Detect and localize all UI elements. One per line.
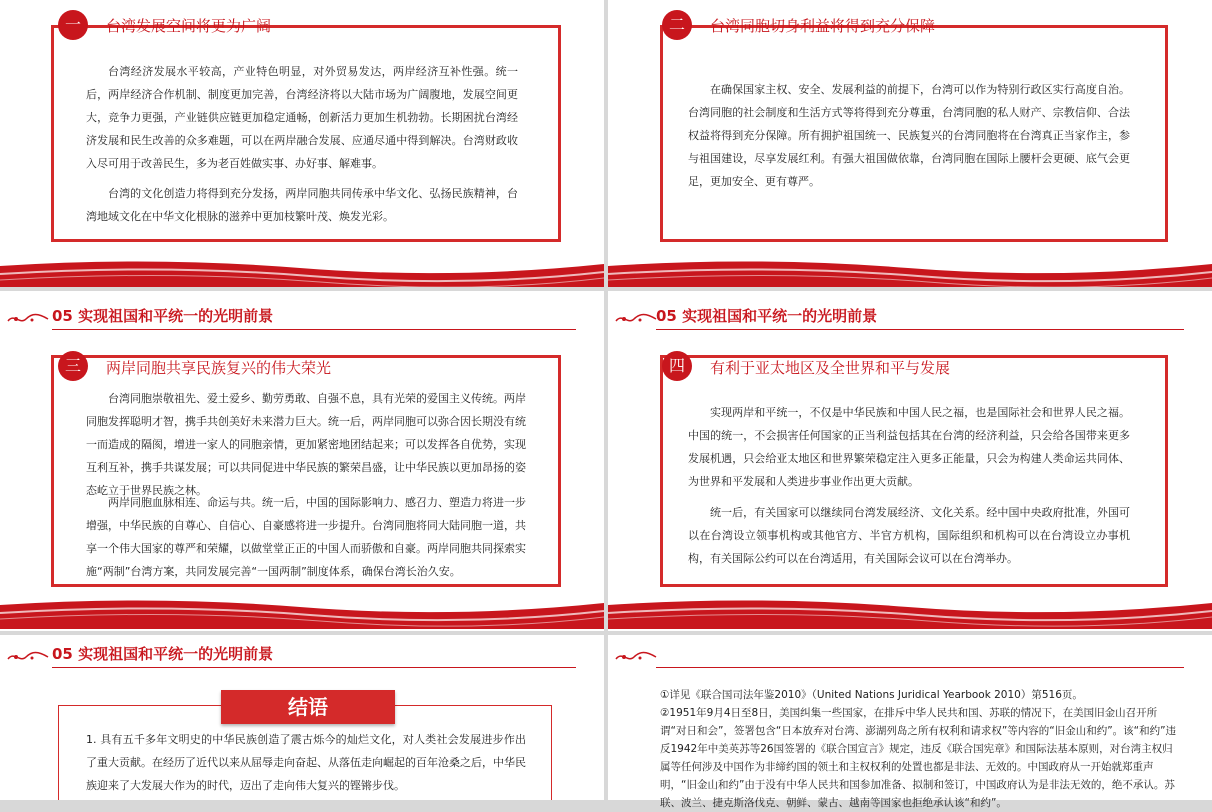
slide-panel-1: [0, 0, 604, 287]
section-header: [0, 641, 604, 673]
box-title: 两岸同胞共享民族复兴的伟大荣光: [106, 359, 332, 377]
paragraph: 两岸同胞血脉相连、命运与共。统一后，中国的国际影响力、感召力、塑造力将进一步增强，中华民族的自尊心、自信心、自豪感将进一步提升。台湾同胞将同大陆同胞一道，共享一个伟大国家的尊严和荣耀，以做堂堂正正的中国人而骄傲和自豪。两岸同胞共同探索实施“两制”台湾方案，共同发展完善“一国两制”制度体系，确保台湾长治久安。: [86, 496, 526, 578]
section-number-badge: 一: [58, 10, 88, 40]
flourish-ornament-icon: [6, 311, 50, 327]
conclusion-item: 1. 具有五千多年文明史的中华民族创造了震古烁今的灿烂文化，对人类社会发展进步作出了重大贡献。在经历了近代以来从屈辱走向奋起、从落伍走向崛起的百年沧桑之后，中华民族迎来了大发展大作为的时代，迈出了走向伟大复兴的铿锵步伐。: [86, 733, 526, 792]
section-header: [0, 303, 604, 335]
slide-panel-3: [0, 291, 604, 631]
flourish-ornament-icon: [614, 649, 658, 665]
paragraph: 统一后，有关国家可以继续同台湾发展经济、文化关系。经中国中央政府批准，外国可以在台湾设立领事机构或其他官方、半官方机构，国际组织和机构可以在台湾设立办事机构，有关国际公约可以在台湾适用，有关国际会议可以在台湾举办。: [688, 506, 1130, 565]
conclusion-title: 结语: [221, 690, 395, 724]
paragraph: 在确保国家主权、安全、发展利益的前提下，台湾可以作为特别行政区实行高度自治。台湾同胞的社会制度和生活方式等将得到充分尊重，台湾同胞的私人财产、宗教信仰、合法权益将得到充分保障。所有拥护祖国统一、民族复兴的台湾同胞将在台湾真正当家作主，参与祖国建设，尽享发展红利。有强大祖国做依靠，台湾同胞在国际上腰杆会更硬、底气会更足，更加安全、更有尊严。: [688, 83, 1130, 188]
flourish-ornament-icon: [614, 311, 658, 327]
footnote-2: ②1951年9月4日至8日，美国纠集一些国家，在排斥中华人民共和国、苏联的情况下，在美国旧金山召开所谓“对日和会”，签署包含“日本放弃对台湾、澎湖列岛之所有权利和请求权”等内容的“旧金山和约”。该“和约”违反1942年中美英苏等26国签署的《联合国宣言》规定，违反《联合国宪章》和国际法基本原则，对台湾主权归属等任何涉及中国作为非缔约国的领土和主权权利的处置也都是非法、无效的。中国政府从一开始就郑重声明，“旧金山和约”由于没有中华人民共和国参加准备、拟制和签订，中国政府认为是非法无效的，绝不承认。苏联、波兰、捷克斯洛伐克、朝鲜、蒙古、越南等国家也拒绝承认该“和约”。: [660, 707, 1177, 809]
section-header-title: 05 实现祖国和平统一的光明前景: [52, 307, 274, 325]
header-divider: [52, 667, 576, 668]
footnotes: [660, 686, 1180, 812]
header-divider: [656, 667, 1184, 668]
paragraph: 台湾的文化创造力将得到充分发扬，两岸同胞共同传承中华文化、弘扬民族精神，台湾地域文化在中华文化根脉的滋养中更加枝繁叶茂、焕发光彩。: [86, 187, 518, 223]
section-header-title: 05 实现祖国和平统一的光明前景: [656, 307, 878, 325]
header-divider: [52, 329, 576, 330]
box-title: 台湾同胞切身利益将得到充分保障: [710, 17, 936, 35]
paragraph: 台湾同胞崇敬祖先、爱土爱乡、勤劳勇敢、自强不息，具有光荣的爱国主义传统。两岸同胞发挥聪明才智，携手共创美好未来潜力巨大。统一后，两岸同胞可以弥合因长期没有统一而造成的隔阂，增进一家人的同胞亲情，更加紧密地团结起来；可以发挥各自优势，实现互利互补，携手共谋发展；可以共同促进中华民族的繁荣昌盛，让中华民族以更加昂扬的姿态屹立于世界民族之林。: [86, 392, 526, 497]
box-title: 有利于亚太地区及全世界和平与发展: [710, 359, 951, 377]
section-header-title: 05 实现祖国和平统一的光明前景: [52, 645, 274, 663]
slide-panel-2: [608, 0, 1212, 287]
box-title: 台湾发展空间将更为广阔: [106, 17, 272, 35]
red-wave-decoration: [0, 258, 604, 287]
red-wave-decoration: [0, 597, 604, 629]
red-wave-decoration: [608, 597, 1212, 629]
section-number-badge: 三: [58, 351, 88, 381]
section-number-badge: 四: [662, 351, 692, 381]
section-header: [608, 303, 1212, 335]
paragraph: 台湾经济发展水平较高，产业特色明显，对外贸易发达，两岸经济互补性强。统一后，两岸经济合作机制、制度更加完善，台湾经济将以大陆市场为广阔腹地，发展空间更大，竞争力更强，产业链供应链更加稳定通畅，创新活力更加生机勃勃。长期困扰台湾经济发展和民生改善的众多难题，可以在两岸融合发展、应通尽通中得到解决。台湾财政收入尽可用于改善民生，多为老百姓做实事、办好事、解难事。: [86, 65, 518, 170]
footnote-1: ①详见《联合国司法年鉴2010》（United Nations Juridical Yearbook 2010）第516页。: [660, 689, 1083, 701]
red-wave-decoration: [608, 258, 1212, 287]
section-number-badge: 二: [662, 10, 692, 40]
flourish-ornament-icon: [6, 649, 50, 665]
paragraph: 实现两岸和平统一，不仅是中华民族和中国人民之福，也是国际社会和世界人民之福。中国的统一，不会损害任何国家的正当利益包括其在台湾的经济利益，只会给各国带来更多发展机遇，只会给亚太地区和世界繁荣稳定注入更多正能量，只会为构建人类命运共同体、为世界和平发展和人类进步事业作出更大贡献。: [688, 406, 1130, 488]
header-divider: [656, 329, 1184, 330]
slide-panel-4: [608, 291, 1212, 631]
